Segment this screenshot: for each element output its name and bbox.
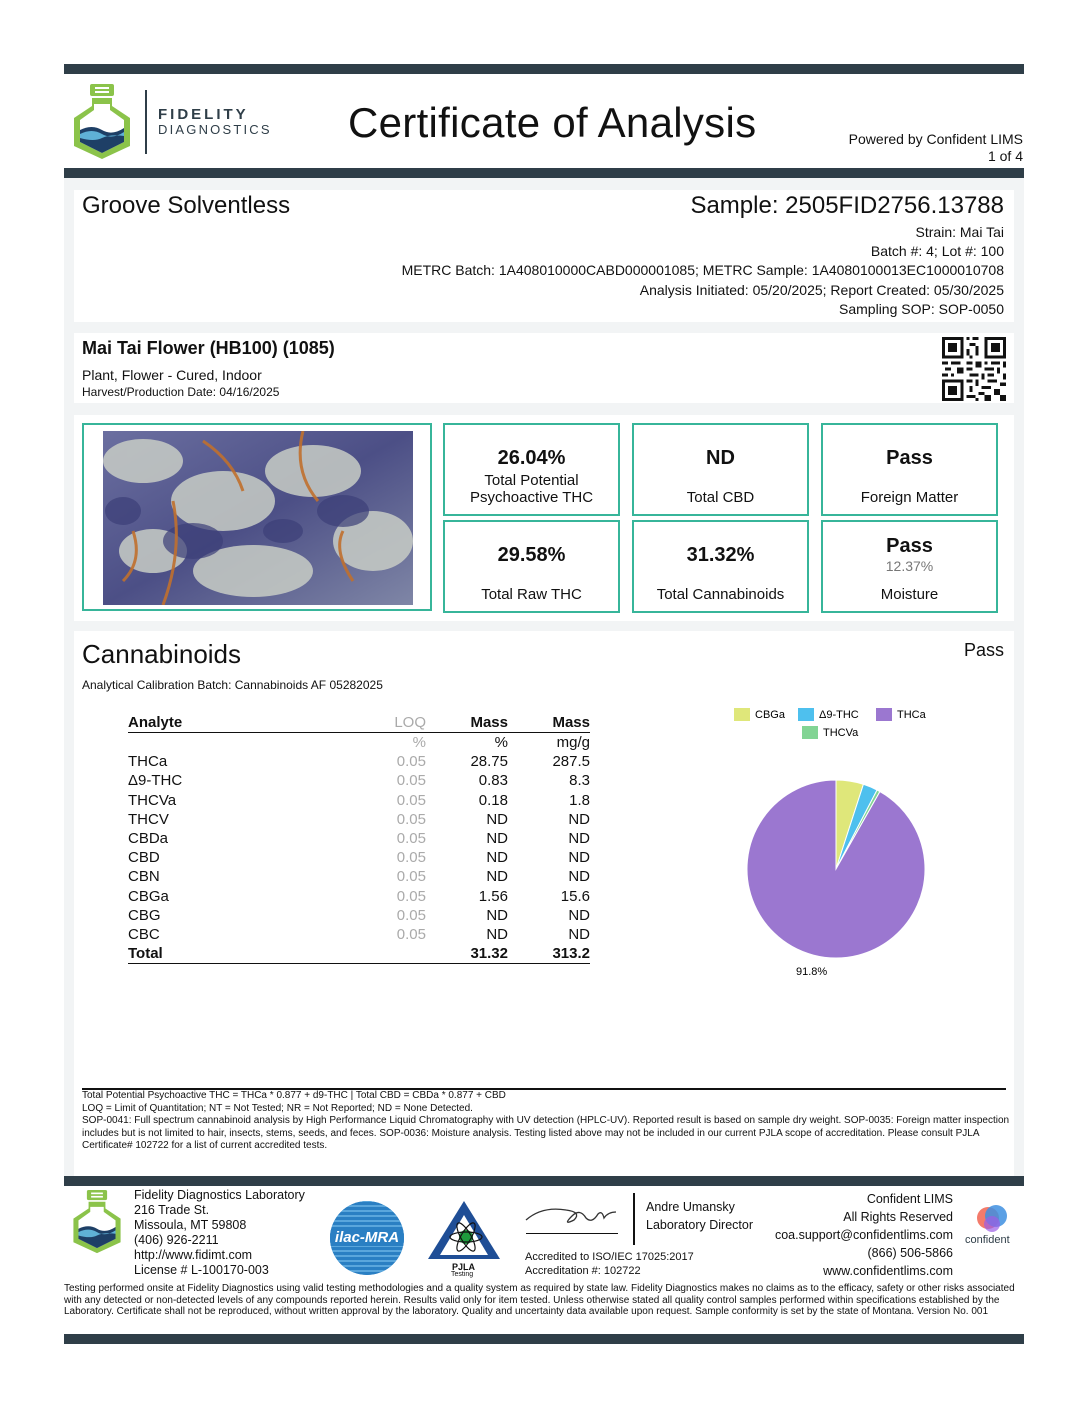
mass-percent-cell: 28.75 — [470, 753, 508, 771]
director-signature — [522, 1198, 622, 1230]
column-header: Analyte — [128, 712, 338, 733]
footnote-formula: Total Potential Psychoactive THC = THCa * 0.877 + d9-THC | Total CBD = CBDa * 0.877 + CBD — [82, 1090, 506, 1101]
cannabinoids-table — [128, 712, 590, 964]
mass-mgg-cell: ND — [568, 868, 590, 886]
director-title: Laboratory Director — [646, 1218, 753, 1232]
total-mass-mgg: 313.2 — [508, 944, 590, 964]
summary-card-moisture — [821, 520, 998, 613]
summary-label: Total Cannabinoids — [656, 586, 785, 603]
product-name: Mai Tai Flower (HB100) (1085) — [82, 338, 335, 358]
flask-logo-icon — [70, 84, 134, 160]
summary-label: Foreign Matter — [860, 489, 959, 506]
mass-mgg-cell: ND — [568, 906, 590, 924]
footer-flask-logo-icon — [70, 1190, 124, 1254]
qr-code-icon[interactable] — [942, 337, 1006, 401]
analyte-cell: CBC — [128, 925, 160, 943]
legend-label: THCa — [897, 709, 926, 721]
lab-website-link[interactable]: http://www.fidimt.com — [134, 1248, 253, 1262]
mass-mgg-cell: ND — [568, 849, 590, 867]
page-title: Certificate of Analysis — [348, 99, 757, 146]
mass-mgg-cell: ND — [568, 830, 590, 848]
logo-divider — [145, 90, 147, 154]
loq-cell: 0.05 — [396, 868, 426, 886]
summary-subvalue: 12.37% — [885, 558, 934, 574]
mass-mgg-cell: 1.8 — [569, 791, 590, 809]
loq-cell: 0.05 — [396, 810, 426, 828]
client-name: Groove Solventless — [82, 192, 291, 219]
analyte-cell: THCa — [128, 753, 168, 771]
ilac-mra-text: ilac-MRA — [330, 1229, 404, 1246]
lab-name: Fidelity Diagnostics Laboratory — [134, 1188, 305, 1202]
summary-card-foreign-matter — [821, 423, 998, 516]
total-row — [128, 944, 590, 964]
column-header: Mass — [426, 712, 508, 733]
sample-id: Sample: 2505FID2756.13788 — [690, 192, 1004, 219]
powered-by: Powered by Confident LIMS — [848, 131, 1023, 147]
units-row — [128, 733, 590, 753]
pjla-text: PJLA — [452, 1262, 476, 1272]
lab-license: License # L-100170-003 — [134, 1263, 269, 1277]
mass-percent-cell: ND — [486, 830, 508, 848]
legend-swatch — [876, 708, 892, 721]
summary-value: 31.32% — [686, 544, 755, 566]
summary-value: ND — [706, 447, 735, 469]
analyte-cell: CBN — [128, 868, 160, 886]
table-row — [128, 887, 590, 906]
mass-percent-cell: ND — [486, 810, 508, 828]
total-mass-percent: 31.32 — [426, 944, 508, 964]
brand-subname: DIAGNOSTICS — [158, 122, 272, 137]
product-type: Plant, Flower - Cured, Indoor — [82, 367, 262, 383]
pjla-subtext: Testing — [451, 1271, 474, 1278]
signature-divider — [633, 1193, 635, 1245]
unit-cell: % — [494, 734, 508, 752]
unit-cell: % — [412, 734, 426, 752]
pie-slice-thca — [747, 780, 925, 958]
legend-item — [802, 726, 859, 739]
metrc-ids: METRC Batch: 1A408010000CABD000001085; METRC Sample: 1A4080100013EC1000010708 — [401, 262, 1004, 278]
column-header: Mass — [508, 712, 590, 733]
table-header-row — [128, 712, 590, 733]
table-row — [128, 925, 590, 944]
footnote-legend: LOQ = Limit of Quantitation; NT = Not Tested; NR = Not Reported; ND = None Detected. — [82, 1102, 473, 1114]
cannabinoid-pie-chart — [700, 690, 1000, 990]
footer-top-bar — [64, 1176, 1024, 1186]
lab-address-line1: 216 Trade St. — [134, 1203, 210, 1217]
summary-value: Pass — [886, 447, 933, 469]
legend-item — [798, 708, 859, 721]
analyte-cell: Δ9-THC — [128, 772, 183, 790]
mass-mgg-cell: 15.6 — [560, 887, 590, 905]
lab-address-line2: Missoula, MT 59808 — [134, 1218, 247, 1232]
mass-percent-cell: ND — [486, 906, 508, 924]
loq-cell: 0.05 — [396, 925, 426, 943]
mass-mgg-cell: 287.5 — [552, 753, 590, 771]
summary-value: Pass — [886, 535, 933, 557]
lims-phone: (866) 506-5866 — [867, 1246, 953, 1260]
harvest-date: Harvest/Production Date: 04/16/2025 — [82, 385, 280, 399]
table-row — [128, 829, 590, 848]
table-row — [128, 791, 590, 810]
analyte-cell: CBGa — [128, 887, 169, 905]
footnote-methods: SOP-0041: Full spectrum cannabinoid analysis by High Performance Liquid Chromatography with UV detection (HPLC-UV). Reported result is based on sample dry weight. SOP-0035: Foreign matter inspection includes but is not limited to hair, insects, stems, seeds, and feces. SOP-0036: Moisture analysis. Testing listed above may not be included in our current PJLA scope of accreditation. Please consult PJLA Certificate# 102722 for a list of current accredited tests. — [82, 1115, 1010, 1151]
signature-line — [526, 1233, 618, 1234]
loq-cell: 0.05 — [396, 887, 426, 905]
sampling-sop: Sampling SOP: SOP-0050 — [839, 301, 1004, 317]
sample-info-panel — [74, 190, 1014, 322]
confident-logo-icon — [975, 1202, 1011, 1234]
summary-value: 29.58% — [497, 544, 566, 566]
mass-percent-cell: ND — [486, 868, 508, 886]
bottom-bar — [64, 1334, 1024, 1344]
table-row — [128, 867, 590, 886]
mass-percent-cell: ND — [486, 849, 508, 867]
product-photo-frame — [82, 423, 432, 611]
summary-card-total-cbd — [632, 423, 809, 516]
lims-email-link[interactable]: coa.support@confidentlims.com — [774, 1228, 953, 1242]
analysis-dates: Analysis Initiated: 05/20/2025; Report Created: 05/30/2025 — [639, 282, 1004, 298]
page-number: 1 of 4 — [987, 148, 1023, 164]
summary-label: Total Potential Psychoactive THC — [469, 472, 594, 506]
lims-website-link[interactable]: www.confidentlims.com — [823, 1264, 953, 1278]
loq-cell: 0.05 — [396, 753, 426, 771]
legend-label: THCVa — [823, 727, 859, 739]
legend-label: Δ9-THC — [819, 709, 859, 721]
total-label: Total — [128, 944, 338, 964]
summary-value: 26.04% — [497, 447, 566, 469]
legend-item — [734, 708, 786, 721]
product-panel — [74, 333, 1014, 403]
summary-card-raw-thc — [443, 520, 620, 613]
confident-logo-text: confident — [965, 1234, 1010, 1246]
mass-percent-cell: ND — [486, 925, 508, 943]
summary-card-total-cannabinoids — [632, 520, 809, 613]
legal-disclaimer: Testing performed onsite at Fidelity Diagnostics using valid testing methodologies and a quality system as required by state law. Fidelity Diagnostics makes no claims as to the efficacy, safety or other risks associated with any detected or non-detected levels of any compounds reported herein. Results valid only for item tested. Unless otherwise stated all quality control samples performed within specifications established by the Laboratory. Certificate shall not be reproduced, without written approval by the laboratory. Quality and uncertainty data available upon request. Sample conformity is set by the state of Montana. Version No. 001 — [64, 1283, 1015, 1317]
analyte-cell: CBDa — [128, 830, 169, 848]
analyte-cell: THCVa — [128, 791, 177, 809]
legend-label: CBGa — [755, 709, 785, 721]
lab-phone: (406) 926-2211 — [134, 1233, 219, 1247]
legend-swatch — [734, 708, 750, 721]
top-bar — [64, 64, 1024, 74]
legend-swatch — [802, 726, 818, 739]
analyte-cell: CBG — [128, 906, 161, 924]
unit-cell: mg/g — [556, 734, 590, 752]
loq-cell: 0.05 — [396, 791, 426, 809]
product-photo — [103, 431, 413, 605]
summary-card-total-thc — [443, 423, 620, 516]
mass-percent-cell: 1.56 — [478, 887, 508, 905]
table-row — [128, 810, 590, 829]
total-loq — [338, 944, 426, 964]
loq-cell: 0.05 — [396, 772, 426, 790]
calibration-batch: Analytical Calibration Batch: Cannabinoids AF 05282025 — [82, 678, 383, 692]
loq-cell: 0.05 — [396, 849, 426, 867]
loq-cell: 0.05 — [396, 830, 426, 848]
header-divider-bar — [64, 168, 1024, 178]
unit-cell — [128, 733, 338, 753]
section-status: Pass — [963, 640, 1004, 660]
strain: Strain: Mai Tai — [915, 224, 1004, 240]
table-row — [128, 752, 590, 771]
iso-accreditation: Accredited to ISO/IEC 17025:2017 — [525, 1251, 694, 1263]
loq-cell: 0.05 — [396, 906, 426, 924]
mass-mgg-cell: ND — [568, 925, 590, 943]
section-title: Cannabinoids — [82, 639, 242, 669]
lab-contact — [134, 1188, 305, 1278]
legend-swatch — [798, 708, 814, 721]
mass-percent-cell: 0.83 — [478, 772, 508, 790]
legend-item — [876, 708, 927, 721]
footnotes — [82, 1090, 1012, 1153]
mass-mgg-cell: ND — [568, 810, 590, 828]
table-row — [128, 848, 590, 867]
mass-percent-cell: 0.18 — [478, 791, 508, 809]
lims-name: Confident LIMS — [866, 1192, 953, 1206]
accreditation-number: Accreditation #: 102722 — [525, 1265, 641, 1277]
analyte-cell: THCV — [128, 810, 169, 828]
pie-data-label: 91.8% — [796, 966, 828, 978]
mass-mgg-cell: 8.3 — [569, 772, 590, 790]
table-row — [128, 771, 590, 790]
batch-lot: Batch #: 4; Lot #: 100 — [870, 243, 1004, 259]
lims-rights: All Rights Reserved — [843, 1210, 953, 1224]
director-name: Andre Umansky — [646, 1200, 735, 1214]
brand-name: FIDELITY — [158, 106, 249, 123]
analyte-cell: CBD — [128, 849, 160, 867]
summary-label: Total Raw THC — [481, 586, 582, 603]
ilac-mra-badge — [330, 1201, 404, 1275]
summary-label: Moisture — [880, 586, 939, 603]
summary-label: Total CBD — [686, 489, 755, 506]
table-row — [128, 906, 590, 925]
confident-lims-contact — [775, 1190, 953, 1280]
pjla-logo-icon — [426, 1199, 502, 1261]
column-header: LOQ — [338, 712, 426, 733]
